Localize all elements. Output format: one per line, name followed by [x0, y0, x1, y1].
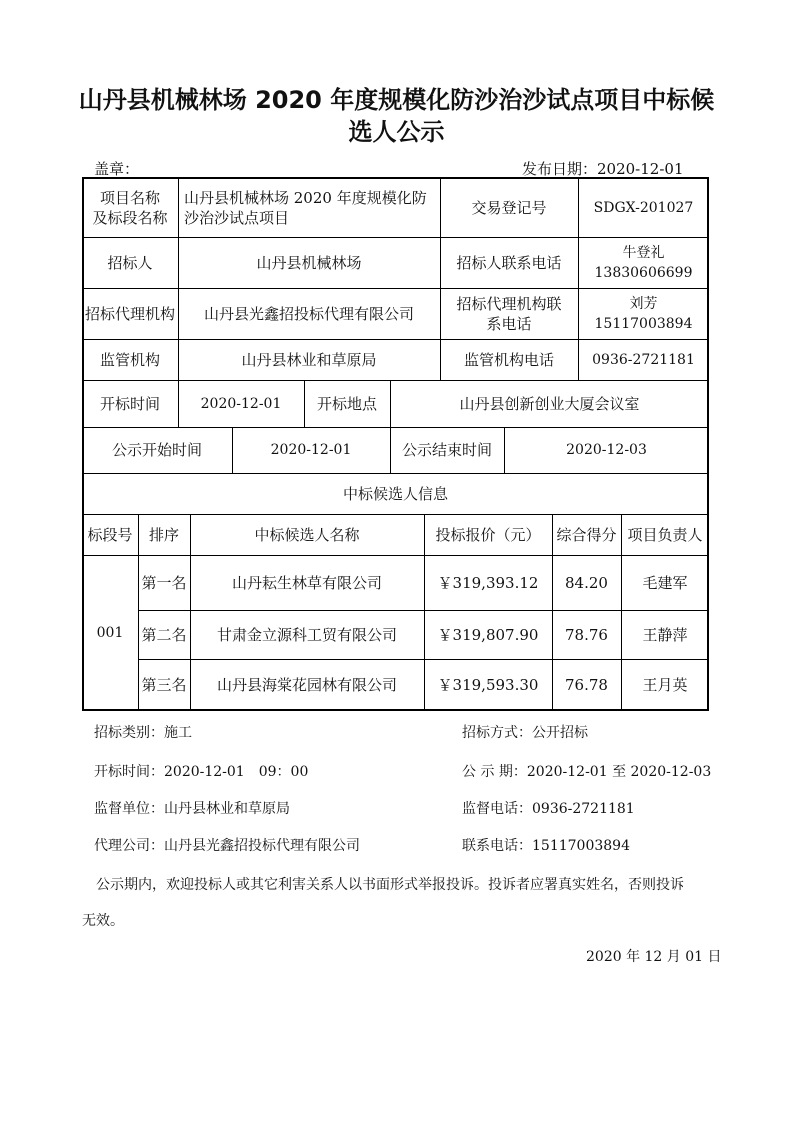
tenderer-contact: 牛登礼 13830606699 [594, 244, 693, 281]
bid-method: 招标方式：公开招标 [462, 725, 588, 741]
supervisor-label: 监管机构 [99, 350, 160, 369]
tenderer-contact-label: 招标人联系电话 [456, 253, 562, 272]
complaint-note-line-2: 无效。 [82, 913, 124, 929]
header-manager: 项目负责人 [627, 525, 703, 544]
open-time: 2020-12-01 [200, 395, 282, 412]
table-row-2-price: ￥319,807.90 [437, 625, 539, 644]
table-row-1-name: 山丹耘生林草有限公司 [231, 573, 382, 592]
table-row-3-rank: 第三名 [141, 675, 187, 694]
supervising-phone: 监督电话：0936-2721181 [462, 801, 635, 817]
table-row-1-score: 84.20 [565, 573, 608, 592]
tenderer: 山丹县机械林场 [256, 253, 362, 272]
table-row-3-name: 山丹县海棠花园林有限公司 [216, 675, 397, 694]
table-row-2-rank: 第二名 [141, 625, 187, 644]
page-title [60, 84, 733, 148]
title-line-2: 选人公示 [348, 118, 445, 146]
table-row-1-price: ￥319,393.12 [437, 573, 539, 592]
agency-label: 招标代理机构 [84, 304, 175, 323]
seal-label: 盖章： [94, 160, 140, 178]
title-line-1: 山丹县机械林场 2020 年度规模化防沙治沙试点项目中标候 [78, 86, 715, 114]
reg-no: SDGX-201027 [593, 199, 694, 216]
agency: 山丹县光鑫招投标代理有限公司 [203, 304, 414, 323]
table-row-1-manager: 毛建军 [642, 573, 688, 592]
notice-start: 2020-12-01 [270, 442, 352, 458]
header-score: 综合得分 [556, 525, 617, 544]
table-row-2-manager: 王静萍 [642, 625, 688, 644]
notice-end: 2020-12-03 [566, 442, 647, 458]
header-name: 中标候选人名称 [254, 525, 360, 544]
supervising-unit: 监督单位：山丹县林业和草原局 [94, 801, 290, 817]
open-place: 山丹县创新创业大厦会议室 [459, 394, 640, 413]
supervisor-phone-label: 监管机构电话 [463, 350, 554, 369]
open-place-label: 开标地点 [316, 394, 377, 413]
table-row-2-score: 78.76 [565, 625, 608, 644]
header-rank: 排序 [148, 525, 179, 544]
table-row-2-name: 甘肃金立源科工贸有限公司 [216, 625, 397, 644]
agent-company: 代理公司：山丹县光鑫招投标代理有限公司 [94, 838, 360, 854]
tenderer-label: 招标人 [107, 253, 153, 272]
reg-no-label: 交易登记号 [471, 198, 547, 217]
bid-category: 招标类别：施工 [94, 725, 192, 741]
project-name: 山丹县机械林场 2020 年度规模化防沙治沙试点项目 [184, 188, 427, 227]
footer-open-time: 开标时间：2020-12-01 09：00 [94, 764, 309, 780]
table-row-3-manager: 王月英 [642, 675, 688, 694]
section-number: 001 [96, 624, 124, 641]
header-section-no: 标段号 [87, 525, 133, 544]
agency-contact-label: 招标代理机构联 系电话 [456, 294, 562, 333]
table-row-3-price: ￥319,593.30 [437, 675, 539, 694]
table-row-3-score: 76.78 [565, 675, 608, 694]
project-name-label: 项目名称 及标段名称 [92, 188, 168, 227]
agent-phone: 联系电话：15117003894 [462, 838, 630, 854]
table-row-1-rank: 第一名 [141, 573, 187, 592]
notice-end-label: 公示结束时间 [401, 441, 492, 459]
open-time-label: 开标时间 [99, 394, 160, 413]
complaint-note-line-1: 公示期内，欢迎投标人或其它利害关系人以书面形式举报投诉。投诉者应署真实姓名，否则投诉 [96, 877, 684, 893]
agency-contact: 刘芳 15117003894 [594, 295, 693, 332]
notice-period: 公 示 期：2020-12-01 至 2020-12-03 [462, 764, 712, 780]
supervisor: 山丹县林业和草原局 [241, 350, 377, 369]
header-price: 投标报价（元） [435, 525, 541, 544]
notice-start-label: 公示开始时间 [111, 441, 202, 459]
publish-date: 发布日期：2020-12-01 [522, 160, 684, 178]
supervisor-phone: 0936-2721181 [592, 351, 695, 368]
candidate-section-title: 中标候选人信息 [342, 484, 448, 503]
signature-date: 2020 年 12 月 01 日 [586, 949, 722, 965]
